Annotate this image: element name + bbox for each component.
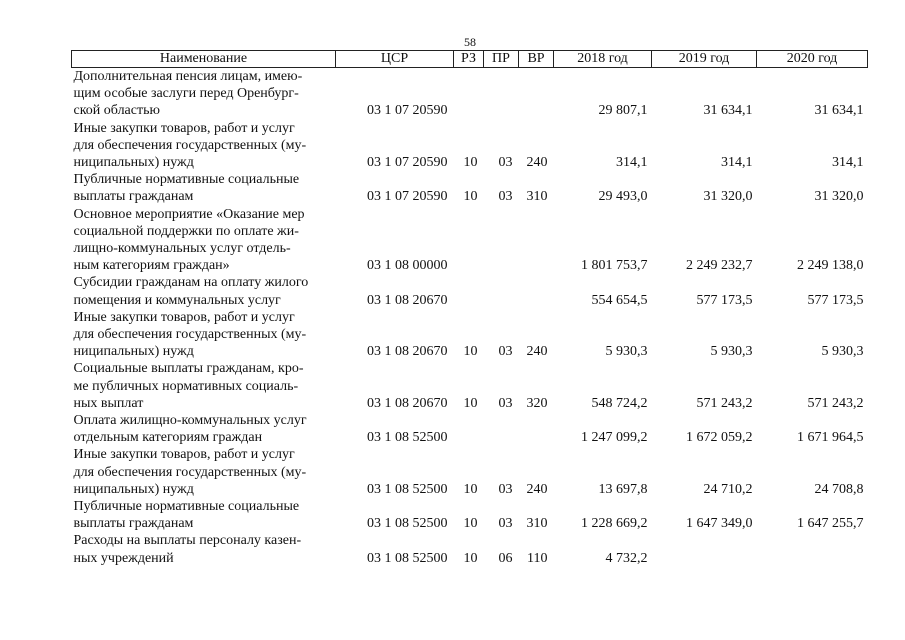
row-csr: 03 1 08 52500 xyxy=(367,481,448,497)
table-row xyxy=(72,412,868,446)
row-csr: 03 1 07 20590 xyxy=(367,103,448,119)
row-rz xyxy=(454,274,484,308)
row-name-line: Иные закупки товаров, работ и услуг xyxy=(73,447,295,463)
row-name-line: выплаты гражданам xyxy=(73,189,194,205)
row-name-line: для обеспечения государственных (му- xyxy=(73,327,307,343)
row-name-line: ниципальных) нужд xyxy=(73,481,194,497)
row-name-line: Дополнительная пенсия лицам, имею- xyxy=(73,69,303,84)
row-amount-2019: 2 249 232,7 xyxy=(686,258,753,274)
header-2018: 2018 год xyxy=(554,51,652,68)
row-name-line: Расходы на выплаты персоналу казен- xyxy=(73,533,302,549)
header-2020: 2020 год xyxy=(757,51,868,68)
row-csr: 03 1 08 52500 xyxy=(367,516,448,532)
row-csr: 03 1 07 20590 xyxy=(367,155,448,171)
header-name: Наименование xyxy=(72,51,336,68)
row-amount-2018: 314,1 xyxy=(616,155,648,171)
table-row xyxy=(72,446,868,498)
row-rz: 10 xyxy=(463,155,478,171)
row-name-line: выплаты гражданам xyxy=(73,516,194,532)
row-amount-2019: 577 173,5 xyxy=(696,292,753,308)
table-row xyxy=(72,532,868,566)
row-amount-2020: 577 173,5 xyxy=(807,292,864,308)
row-pr: 03 xyxy=(498,344,513,360)
header-vr: ВР xyxy=(519,51,554,68)
header-rz: РЗ xyxy=(454,51,484,68)
row-amount-2020: 24 708,8 xyxy=(814,481,864,497)
row-name xyxy=(72,498,336,532)
row-name-line: Социальные выплаты гражданам, кро- xyxy=(73,361,304,377)
row-pr: 03 xyxy=(498,189,513,205)
row-name xyxy=(72,446,336,498)
row-rz: 10 xyxy=(463,481,478,497)
row-name-line: Иные закупки товаров, работ и услуг xyxy=(73,120,295,136)
row-amount-2018: 554 654,5 xyxy=(591,292,648,308)
row-name xyxy=(72,171,336,205)
row-amount-2020: 571 243,2 xyxy=(807,395,864,411)
row-rz: 10 xyxy=(463,395,478,411)
row-rz: 10 xyxy=(463,344,478,360)
row-rz xyxy=(454,68,484,120)
row-pr: 03 xyxy=(498,481,513,497)
row-vr: 320 xyxy=(526,395,548,411)
row-name-line: для обеспечения государственных (му- xyxy=(73,137,307,153)
row-rz xyxy=(454,206,484,275)
row-pr xyxy=(484,412,519,446)
row-name-line: Публичные нормативные социальные xyxy=(73,172,300,188)
row-name-line: ных учреждений xyxy=(73,550,174,566)
row-csr: 03 1 08 00000 xyxy=(367,258,448,274)
row-amount-2020 xyxy=(757,532,868,566)
row-amount-2018: 4 732,2 xyxy=(605,550,648,566)
row-amount-2020: 314,1 xyxy=(832,155,864,171)
header-2019: 2019 год xyxy=(652,51,757,68)
table-row xyxy=(72,498,868,532)
row-name xyxy=(72,360,336,412)
row-pr: 03 xyxy=(498,395,513,411)
table-row xyxy=(72,171,868,205)
row-name xyxy=(72,206,336,275)
row-name-line: ных выплат xyxy=(73,395,144,411)
header-csr: ЦСР xyxy=(336,51,454,68)
table-header xyxy=(72,51,868,68)
row-amount-2019: 31 634,1 xyxy=(703,103,753,119)
row-vr: 110 xyxy=(527,550,548,566)
row-pr: 03 xyxy=(498,516,513,532)
row-amount-2018: 1 247 099,2 xyxy=(581,430,648,446)
row-amount-2019: 1 647 349,0 xyxy=(686,516,753,532)
row-amount-2018: 548 724,2 xyxy=(591,395,648,411)
row-vr xyxy=(519,68,554,120)
table-row xyxy=(72,206,868,275)
row-amount-2020: 31 320,0 xyxy=(814,189,864,205)
row-name-line: Иные закупки товаров, работ и услуг xyxy=(73,309,295,325)
row-rz: 10 xyxy=(463,189,478,205)
row-pr xyxy=(484,274,519,308)
row-csr: 03 1 08 52500 xyxy=(367,550,448,566)
row-name-line: помещения и коммунальных услуг xyxy=(73,292,281,308)
row-vr xyxy=(519,274,554,308)
table-body xyxy=(72,68,868,567)
row-csr: 03 1 07 20590 xyxy=(367,189,448,205)
row-amount-2019: 31 320,0 xyxy=(703,189,753,205)
row-name-line: социальной поддержки по оплате жи- xyxy=(73,223,299,239)
row-name-line: ме публичных нормативных социаль- xyxy=(73,378,299,394)
page-number: 58 xyxy=(464,35,476,49)
row-pr: 03 xyxy=(498,155,513,171)
row-name-line: ниципальных) нужд xyxy=(73,155,194,171)
row-vr xyxy=(519,412,554,446)
row-vr xyxy=(519,206,554,275)
row-vr: 240 xyxy=(526,481,548,497)
table-row xyxy=(72,274,868,308)
row-name xyxy=(72,68,336,120)
row-name-line: Субсидии гражданам на оплату жилого xyxy=(73,275,309,291)
row-vr: 240 xyxy=(526,155,548,171)
row-name-line: для обеспечения государственных (му- xyxy=(73,464,307,480)
row-amount-2020: 1 647 255,7 xyxy=(797,516,864,532)
row-pr: 06 xyxy=(498,550,513,566)
header-pr: ПР xyxy=(484,51,519,68)
row-name-line: ской областью xyxy=(73,103,160,119)
row-amount-2019 xyxy=(652,532,757,566)
row-amount-2018: 29 493,0 xyxy=(598,189,648,205)
row-amount-2020: 5 930,3 xyxy=(821,344,864,360)
row-name-line: ным категориям граждан» xyxy=(73,258,230,274)
row-csr: 03 1 08 52500 xyxy=(367,430,448,446)
row-csr: 03 1 08 20670 xyxy=(367,344,448,360)
row-vr: 240 xyxy=(526,344,548,360)
row-amount-2020: 2 249 138,0 xyxy=(797,258,864,274)
row-amount-2020: 1 671 964,5 xyxy=(797,430,864,446)
row-rz xyxy=(454,412,484,446)
row-amount-2019: 1 672 059,2 xyxy=(686,430,753,446)
table-row xyxy=(72,120,868,172)
row-rz: 10 xyxy=(463,516,478,532)
row-amount-2019: 5 930,3 xyxy=(710,344,753,360)
table-row xyxy=(72,360,868,412)
row-amount-2018: 29 807,1 xyxy=(598,103,648,119)
row-pr xyxy=(484,206,519,275)
row-amount-2019: 571 243,2 xyxy=(696,395,753,411)
row-amount-2018: 1 228 669,2 xyxy=(581,516,648,532)
row-csr: 03 1 08 20670 xyxy=(367,395,448,411)
row-vr: 310 xyxy=(526,516,548,532)
row-name-line: отдельным категориям граждан xyxy=(73,430,263,446)
table-row xyxy=(72,68,868,120)
row-amount-2018: 1 801 753,7 xyxy=(581,258,648,274)
row-csr: 03 1 08 20670 xyxy=(367,292,448,308)
row-name-line: Основное мероприятие «Оказание мер xyxy=(73,206,305,222)
row-name xyxy=(72,412,336,446)
row-name-line: лищно-коммунальных услуг отдель- xyxy=(73,241,291,257)
row-vr: 310 xyxy=(526,189,548,205)
row-amount-2020: 31 634,1 xyxy=(814,103,864,119)
row-name xyxy=(72,274,336,308)
table-row xyxy=(72,309,868,361)
row-name-line: Оплата жилищно-коммунальных услуг xyxy=(73,413,307,429)
row-amount-2019: 314,1 xyxy=(721,155,753,171)
row-name xyxy=(72,120,336,172)
row-amount-2019: 24 710,2 xyxy=(703,481,753,497)
row-amount-2018: 5 930,3 xyxy=(605,344,648,360)
row-name xyxy=(72,532,336,566)
row-name-line: Публичные нормативные социальные xyxy=(73,499,300,515)
budget-table xyxy=(71,50,868,567)
row-pr xyxy=(484,68,519,120)
row-rz: 10 xyxy=(463,550,478,566)
row-amount-2018: 13 697,8 xyxy=(598,481,648,497)
row-name xyxy=(72,309,336,361)
row-name-line: ниципальных) нужд xyxy=(73,344,194,360)
row-name-line: щим особые заслуги перед Оренбург- xyxy=(73,86,299,102)
